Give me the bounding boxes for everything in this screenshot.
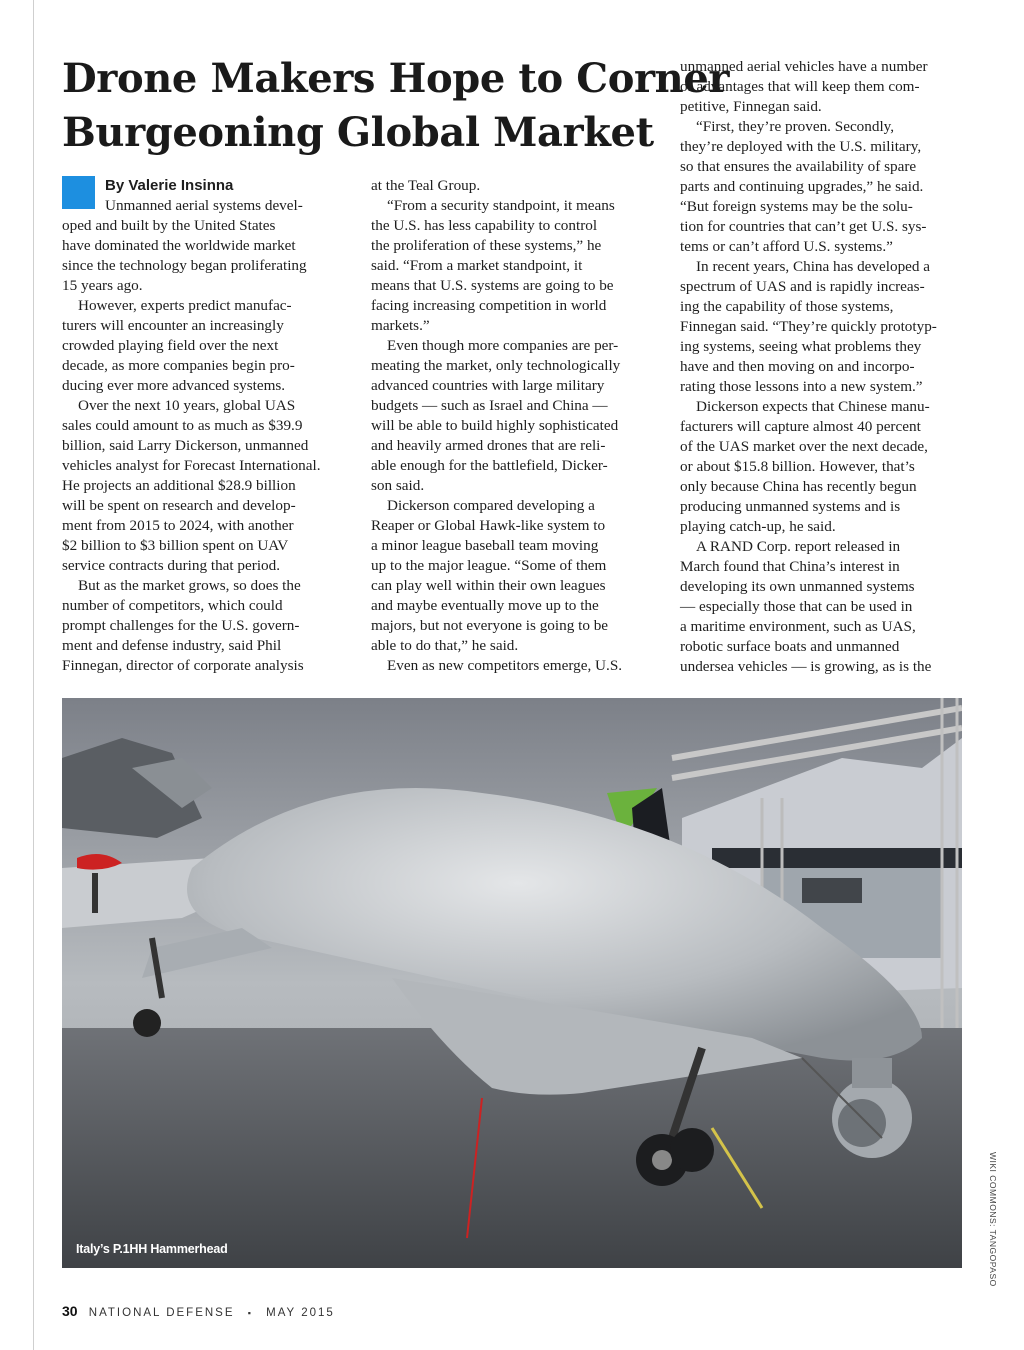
article-text-line: Unmanned aerial systems devel- <box>105 197 303 214</box>
article-text-line: rating those lessons into a new system.” <box>680 378 923 395</box>
article-text-line: Finnegan said. “They’re quickly prototyp- <box>680 318 937 335</box>
article-text-line: robotic surface boats and unmanned <box>680 638 900 655</box>
article-column-3 <box>680 57 970 677</box>
article-text-line: son said. <box>371 477 425 494</box>
article-text-line: tems or can’t afford U.S. systems.” <box>680 238 893 255</box>
page-number: 30 <box>62 1303 78 1319</box>
article-text-line: ment from 2015 to 2024, with another <box>62 517 294 534</box>
article-text-line: advanced countries with large military <box>371 377 605 394</box>
article-text-line: have and then moving on and incorpo- <box>680 358 915 375</box>
article-text-line: However, experts predict manufac- <box>78 297 292 314</box>
article-text-line: at the Teal Group. <box>371 177 481 194</box>
article-text-line: number of competitors, which could <box>62 597 283 614</box>
article-text-line: producing unmanned systems and is <box>680 498 901 515</box>
article-text-line: March found that China’s interest in <box>680 558 900 575</box>
page-margin-rule <box>33 0 34 1350</box>
issue-date: MAY 2015 <box>266 1307 335 1319</box>
article-text-line: able to do that,” he said. <box>371 637 519 654</box>
article-text-line: up to the major league. “Some of them <box>371 557 607 574</box>
article-text-line: Even as new competitors emerge, U.S. <box>387 657 623 674</box>
article-text-line: since the technology began proliferating <box>62 257 307 274</box>
photo-credit-text: WIKI COMMONS: TANGOPASO <box>988 1152 998 1287</box>
article-text-line: “From a security standpoint, it means <box>387 197 615 214</box>
article-text-line: Over the next 10 years, global UAS <box>78 397 296 414</box>
article-column-1 <box>62 176 352 676</box>
article-text-line: Reaper or Global Hawk-like system to <box>371 517 606 534</box>
article-text-line: ducing ever more advanced systems. <box>62 377 286 394</box>
article-text-line: or about $15.8 billion. However, that’s <box>680 458 915 475</box>
article-text-line: facing increasing competition in world <box>371 297 607 314</box>
article-text-line: ing systems, seeing what problems they <box>680 338 922 355</box>
article-text-line: spectrum of UAS and is rapidly increas- <box>680 278 925 295</box>
article-text-line: parts and continuing upgrades,” he said. <box>680 178 924 195</box>
article-photo <box>62 698 962 1268</box>
article-text-line: Finnegan, director of corporate analysis <box>62 657 304 674</box>
article-text-line: developing its own unmanned systems <box>680 578 915 595</box>
article-text-line: In recent years, China has developed a <box>696 258 931 275</box>
article-text-line: will be able to build highly sophisticated <box>371 417 619 434</box>
article-text-line: budgets — such as Israel and China — <box>371 397 608 414</box>
byline-row <box>62 176 352 196</box>
article-text-line: vehicles analyst for Forecast International. <box>62 457 321 474</box>
article-text-line: markets.” <box>371 317 430 334</box>
article-text-line: and heavily armed drones that are reli- <box>371 437 606 454</box>
article-text-line: He projects an additional $28.9 billion <box>62 477 296 494</box>
photo-caption: Italy’s P.1HH Hammerhead <box>76 1242 228 1256</box>
article-text-line: of advantages that will keep them com- <box>680 78 920 95</box>
footer-separator: ▪ <box>247 1308 253 1318</box>
article-text-line: meating the market, only technologically <box>371 357 621 374</box>
article-text-line: the proliferation of these systems,” he <box>371 237 602 254</box>
article-text-line: unmanned aerial vehicles have a number <box>680 58 928 75</box>
article-text-line: Dickerson expects that Chinese manu- <box>696 398 930 415</box>
publication-name: NATIONAL DEFENSE <box>88 1307 235 1319</box>
article-text-line: and maybe eventually move up to the <box>371 597 599 614</box>
article-text-line: will be spent on research and develop- <box>62 497 296 514</box>
article-text-line: majors, but not everyone is going to be <box>371 617 609 634</box>
article-text-line: said. “From a market standpoint, it <box>371 257 583 274</box>
page-footer <box>62 1303 335 1319</box>
article-text-line: sales could amount to as much as $39.9 <box>62 417 303 434</box>
article-text-line: “But foreign systems may be the solu- <box>680 198 913 215</box>
article-text-line: prompt challenges for the U.S. govern- <box>62 617 300 634</box>
article-text-line: means that U.S. systems are going to be <box>371 277 614 294</box>
article-text-line: oped and built by the United States <box>62 217 276 234</box>
article-text-line: can play well within their own leagues <box>371 577 606 594</box>
article-text-line: they’re deployed with the U.S. military, <box>680 138 922 155</box>
photo-credit <box>985 1152 999 1287</box>
drone-photo-illustration <box>62 698 962 1268</box>
article-text-line: 15 years ago. <box>62 277 143 294</box>
article-text-line: service contracts during that period. <box>62 557 281 574</box>
article-text-line: playing catch-up, he said. <box>680 518 836 535</box>
article-text-line: But as the market grows, so does the <box>78 577 301 594</box>
article-text-line: so that ensures the availability of spare <box>680 158 917 175</box>
article-column-2 <box>371 176 661 676</box>
article-text-line: of the UAS market over the next decade, <box>680 438 928 455</box>
article-text-line: A RAND Corp. report released in <box>696 538 901 555</box>
article-text-line: Dickerson compared developing a <box>387 497 595 514</box>
article-text-line: crowded playing field over the next <box>62 337 279 354</box>
article-text-line: only because China has recently begun <box>680 478 917 495</box>
article-text-line: undersea vehicles — is growing, as is the <box>680 658 932 675</box>
article-headline <box>62 52 730 160</box>
article-text-line: facturers will capture almost 40 percent <box>680 418 921 435</box>
article-text-line: ment and defense industry, said Phil <box>62 637 282 654</box>
byline: By Valerie Insinna <box>105 177 234 194</box>
article-text-line: $2 billion to $3 billion spent on UAV <box>62 537 289 554</box>
article-text-line: — especially those that can be used in <box>680 598 913 615</box>
headline-line-1: Drone Makers Hope to Corner <box>62 55 730 102</box>
section-marker-square <box>62 176 95 209</box>
article-text-line: “First, they’re proven. Secondly, <box>696 118 895 135</box>
article-text-line: ing the capability of those systems, <box>680 298 894 315</box>
article-text-line: decade, as more companies begin pro- <box>62 357 295 374</box>
article-text-line: turers will encounter an increasingly <box>62 317 284 334</box>
article-text-line: the U.S. has less capability to control <box>371 217 598 234</box>
article-text-line: a maritime environment, such as UAS, <box>680 618 916 635</box>
article-text-line: have dominated the worldwide market <box>62 237 296 254</box>
article-text-line: a minor league baseball team moving <box>371 537 599 554</box>
article-text-line: billion, said Larry Dickerson, unmanned <box>62 437 309 454</box>
article-text-line: tion for countries that can’t get U.S. sys- <box>680 218 927 235</box>
article-text-line: petitive, Finnegan said. <box>680 98 822 115</box>
article-text-line: Even though more companies are per- <box>387 337 619 354</box>
headline-line-2: Burgeoning Global Market <box>62 109 654 156</box>
article-text-line: able enough for the battlefield, Dicker- <box>371 457 608 474</box>
